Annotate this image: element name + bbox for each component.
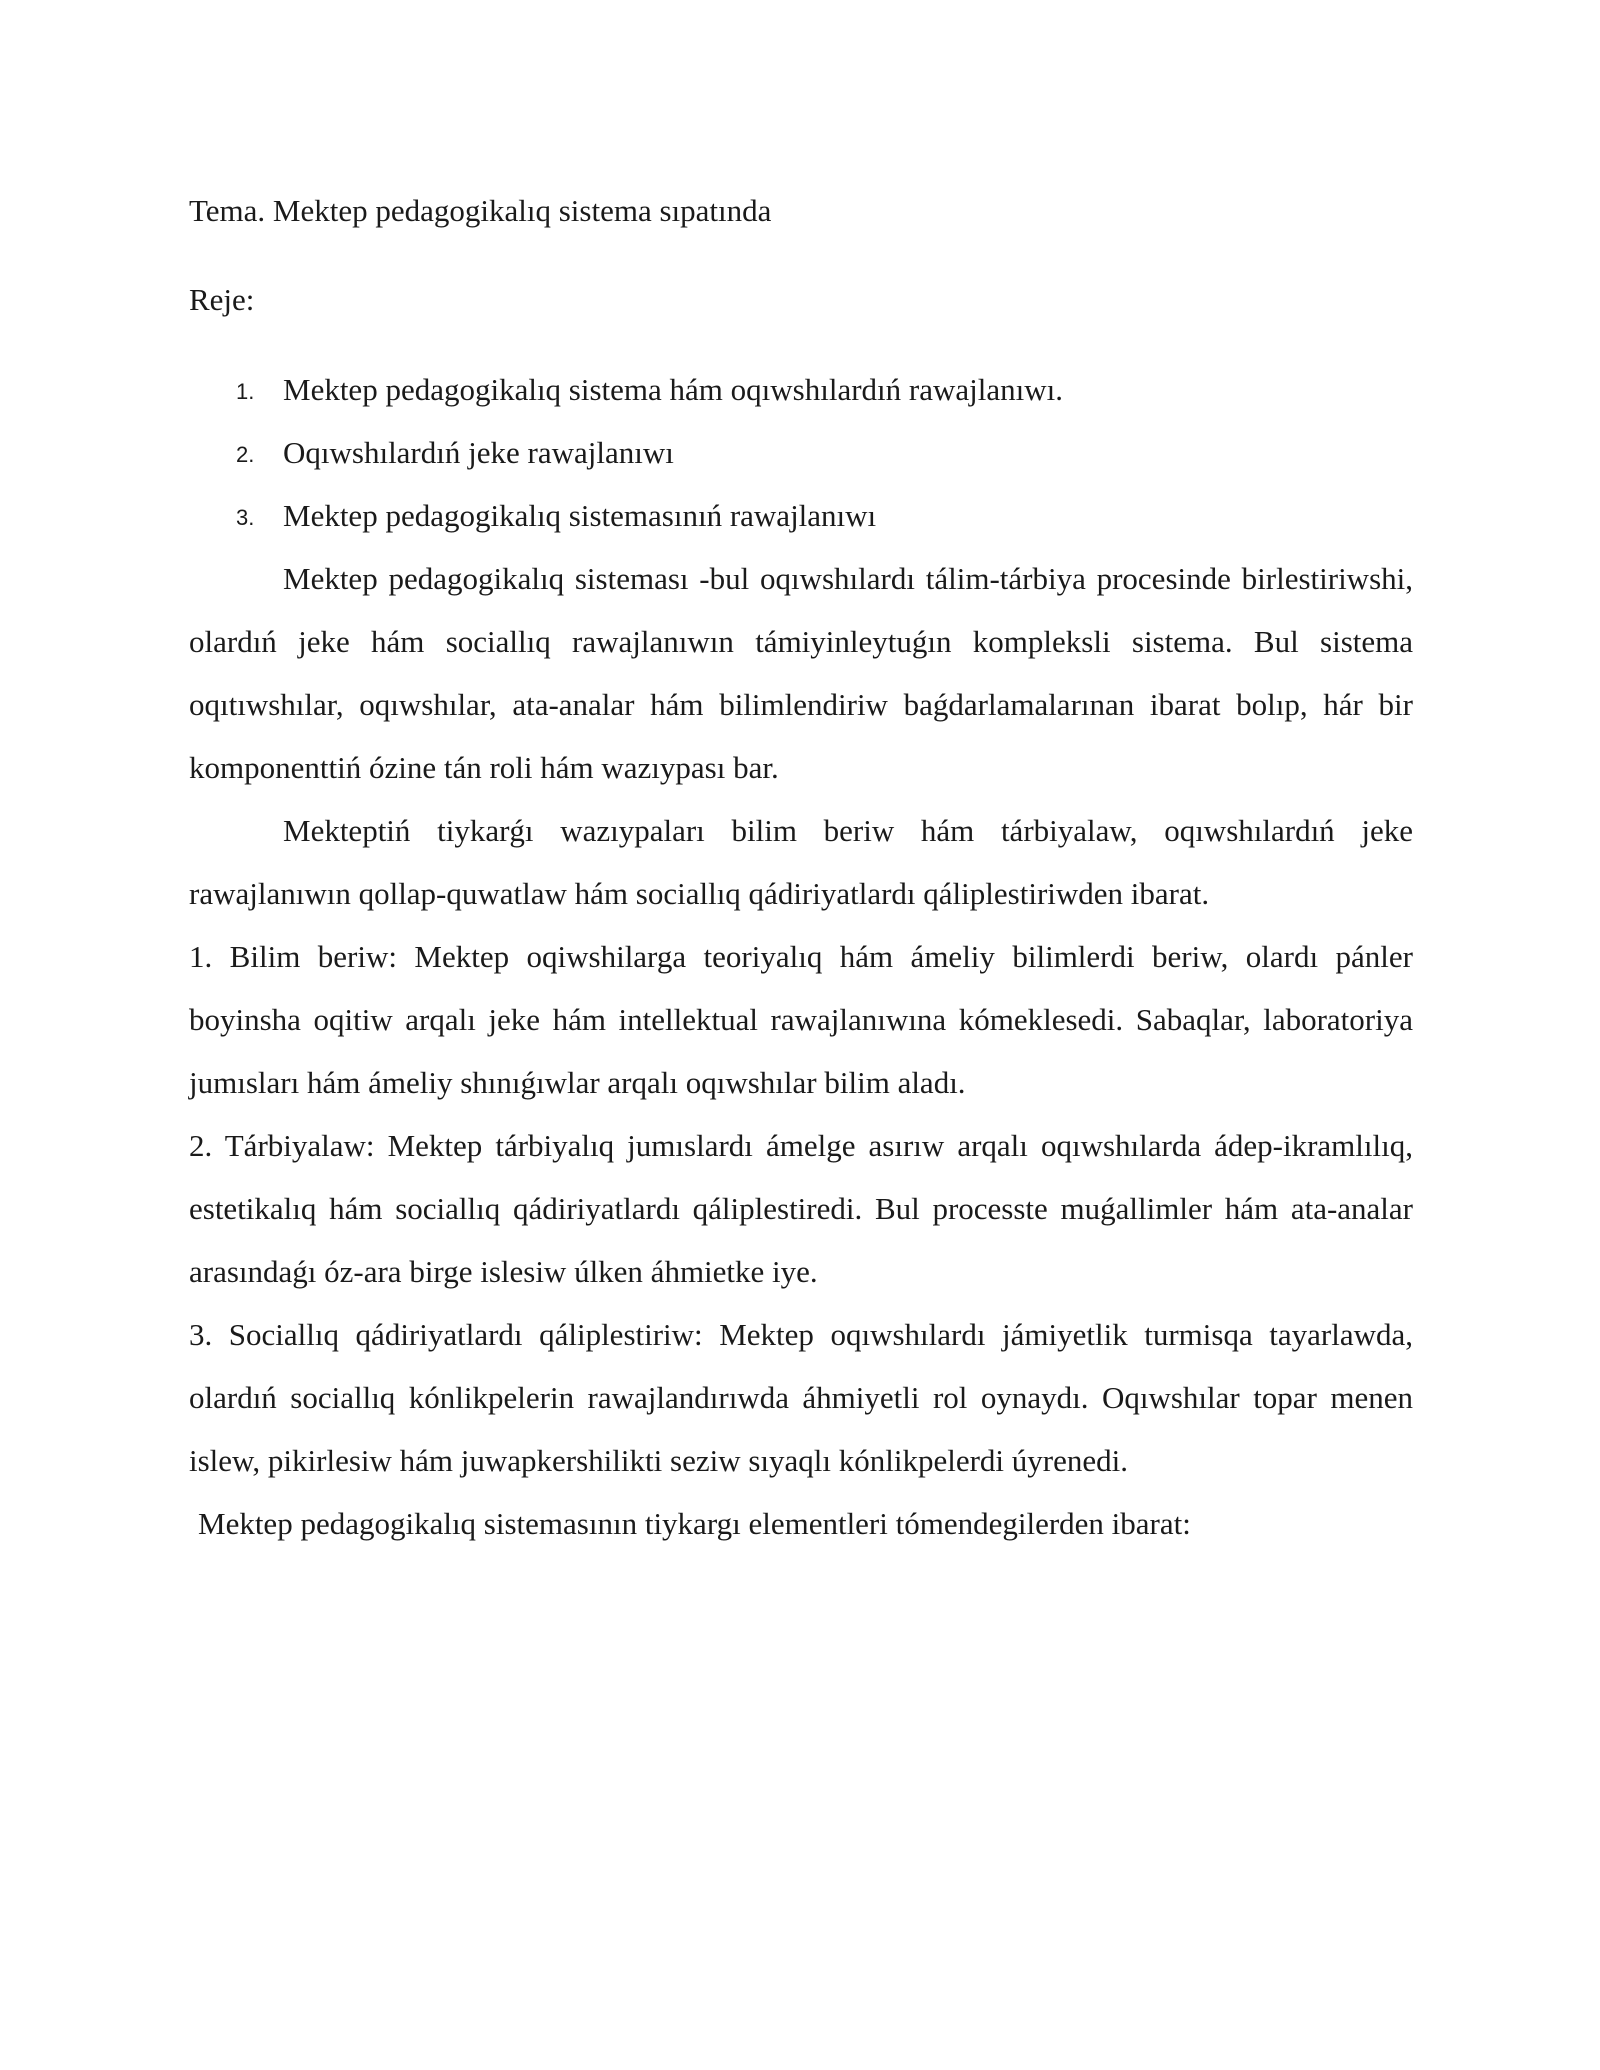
body-text [189, 547, 1413, 1555]
plan-item-text: Mektep pedagogikalıq sistemasınıń rawajlanıwı [283, 498, 877, 533]
plan-item-text: Mektep pedagogikalıq sistema hám oqıwshılardıń rawajlanıwı. [283, 372, 1063, 407]
paragraph-upbringing: 2. Tárbiyalaw: Mektep tárbiyalıq jumıslardı ámelge asırıw arqalı oqıwshılarda ádep-ikramlılıq, estetikalıq hám sociallıq qádiriyatlardı qáliplestiredi. Bul processte muǵallimler hám ata-analar arasındaǵı óz-ara birge islesiw úlken áhmietke iye. [189, 1128, 1413, 1289]
paragraph-social-values: 3. Sociallıq qádiriyatlardı qáliplestiriw: Mektep oqıwshılardı jámiyetlik turmisqa tayarlawda, olardıń sociallıq kónlikpelerin rawajlandırıwda áhmiyetli rol oynaydı. Oqıwshılar topar menen islew, pikirlesiw hám juwapkershilikti seziw sıyaqlı kónlikpelerdi úyrenedi. [189, 1317, 1413, 1478]
plan-item-number: 3. [236, 505, 255, 530]
plan-label: Reje: [189, 282, 255, 317]
plan-item [189, 421, 1413, 484]
plan-item-text: Oqıwshılardıń jeke rawajlanıwı [283, 435, 674, 470]
paragraph-main-tasks: Mekteptiń tiykarǵı wazıypaları bilim beriw hám tárbiyalaw, oqıwshılardıń jeke rawajlanıwın qollap-quwatlaw hám sociallıq qádiriyatlardı qáliplestiriwden ibarat. [189, 813, 1413, 911]
paragraph-education: 1. Bilim beriw: Mektep oqiwshilarga teoriyalıq hám ámeliy bilimlerdi beriw, olardı pánler boyinsha oqitiw arqalı jeke hám intellektual rawajlanıwına kómeklesedi. Sabaqlar, laboratoriya jumısları hám ámeliy shınıǵıwlar arqalı oqıwshılar bilim aladı. [189, 939, 1413, 1100]
paragraph-elements-intro: Mektep pedagogikalıq sistemasının tiykargı elementleri tómendegilerden ibarat: [198, 1506, 1191, 1541]
document-title: Tema. Mektep pedagogikalıq sistema sıpatında [189, 193, 772, 228]
paragraph-definition: Mektep pedagogikalıq sisteması -bul oqıwshılardı tálim-tárbiya procesinde birlestiriwshi, olardıń jeke hám sociallıq rawajlanıwın támiyinleytuǵın kompleksli sistema. Bul sistema oqıtıwshılar, oqıwshılar, ata-analar hám bilimlendiriw baǵdarlamalarınan ibarat bolıp, hár bir komponenttiń ózine tán roli hám wazıypası bar. [189, 561, 1413, 785]
plan-item-number: 2. [236, 442, 255, 467]
plan-item-number: 1. [236, 379, 255, 404]
plan-item [189, 358, 1413, 421]
plan-list [189, 358, 1413, 547]
plan-item [189, 484, 1413, 547]
